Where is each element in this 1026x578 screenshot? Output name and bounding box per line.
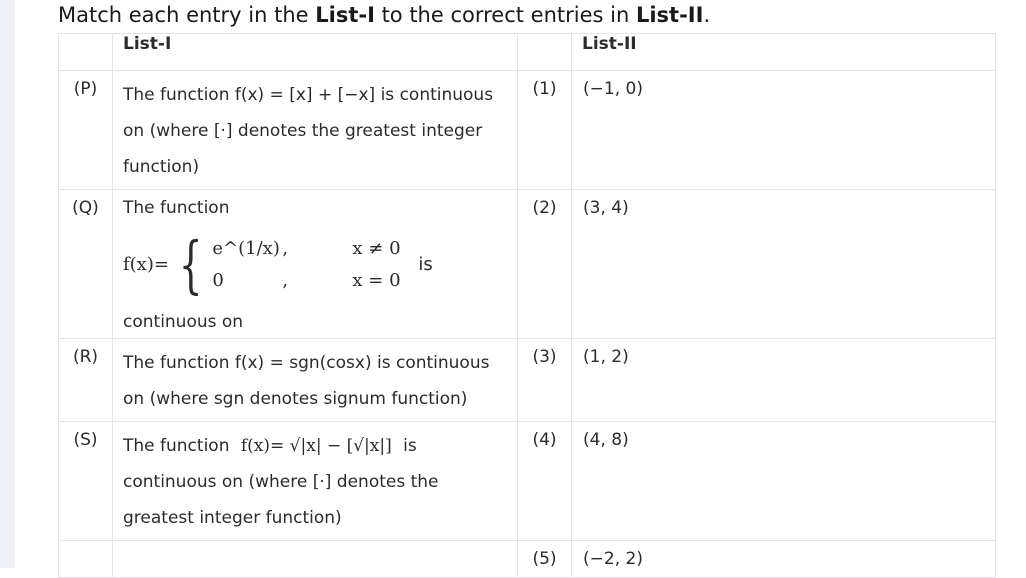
piecewise-formula	[123, 220, 507, 310]
case1-expression: e^(1/x)	[212, 238, 280, 259]
header-list1: List-I	[113, 34, 518, 71]
question-text	[58, 1, 710, 29]
row-statement	[113, 339, 518, 422]
left-brace: {	[178, 228, 203, 301]
row-label: (P)	[59, 71, 113, 190]
row-label: (S)	[59, 422, 113, 541]
row-label: (R)	[59, 339, 113, 422]
statement-line: on (where sgn denotes signum function)	[123, 389, 468, 409]
option-number: (2)	[518, 190, 572, 339]
statement-line: continuous on (where [·] denotes the	[123, 472, 439, 492]
case2-expression: 0	[212, 270, 224, 291]
question-mid: to the correct entries in	[374, 3, 636, 27]
option-value: (3, 4)	[572, 190, 996, 339]
option-value: (4, 8)	[572, 422, 996, 541]
formula-suffix: is	[403, 436, 417, 456]
header-blank-2	[518, 34, 572, 71]
table-row-s	[59, 422, 996, 541]
case1-condition: x ≠ 0	[352, 238, 401, 259]
statement-line: function)	[123, 157, 200, 177]
formula-cases	[212, 237, 412, 293]
question-post: .	[703, 3, 711, 27]
row-statement	[113, 71, 518, 190]
table-row-r	[59, 339, 996, 422]
table-row-p	[59, 71, 996, 190]
option-value: (−2, 2)	[572, 541, 996, 578]
option-number: (5)	[518, 541, 572, 578]
statement-formula: f(x)= √|x| − [√|x|]	[240, 436, 392, 456]
option-value: (−1, 0)	[572, 71, 996, 190]
statement-line: The function f(x) = sgn(cosx) is continuous	[123, 353, 490, 373]
statement-outro: continuous on	[123, 312, 244, 332]
row-label: (Q)	[59, 190, 113, 339]
table-row-q	[59, 190, 996, 339]
option-number: (4)	[518, 422, 572, 541]
statement-line: greatest integer function)	[123, 508, 342, 528]
statement-intro: The function	[123, 198, 230, 218]
row-label	[59, 541, 113, 578]
case-comma: ,	[282, 238, 289, 259]
question-pre: Match each entry in the	[58, 3, 316, 27]
statement-line: on (where [·] denotes the greatest integer	[123, 121, 483, 141]
table-header-row	[59, 34, 996, 71]
case2-condition: x = 0	[352, 270, 401, 291]
option-number: (3)	[518, 339, 572, 422]
option-value: (1, 2)	[572, 339, 996, 422]
formula-lhs: f(x)=	[123, 254, 169, 275]
row-statement-empty	[113, 541, 518, 578]
match-table	[58, 33, 996, 578]
row-statement	[113, 190, 518, 339]
formula-suffix: is	[418, 254, 433, 275]
question-bold-list2: List-II	[635, 3, 704, 27]
row-statement	[113, 422, 518, 541]
statement-line: The function f(x) = [x] + [−x] is continuous	[123, 85, 494, 105]
table-row-5	[59, 541, 996, 578]
header-list2: List-II	[572, 34, 996, 71]
statement-first-line	[123, 428, 507, 464]
left-sidebar-strip	[0, 0, 15, 568]
header-blank-1	[59, 34, 113, 71]
option-number: (1)	[518, 71, 572, 190]
case-comma: ,	[282, 270, 289, 291]
statement-intro: The function	[123, 436, 230, 456]
question-bold-list1: List-I	[315, 3, 375, 27]
